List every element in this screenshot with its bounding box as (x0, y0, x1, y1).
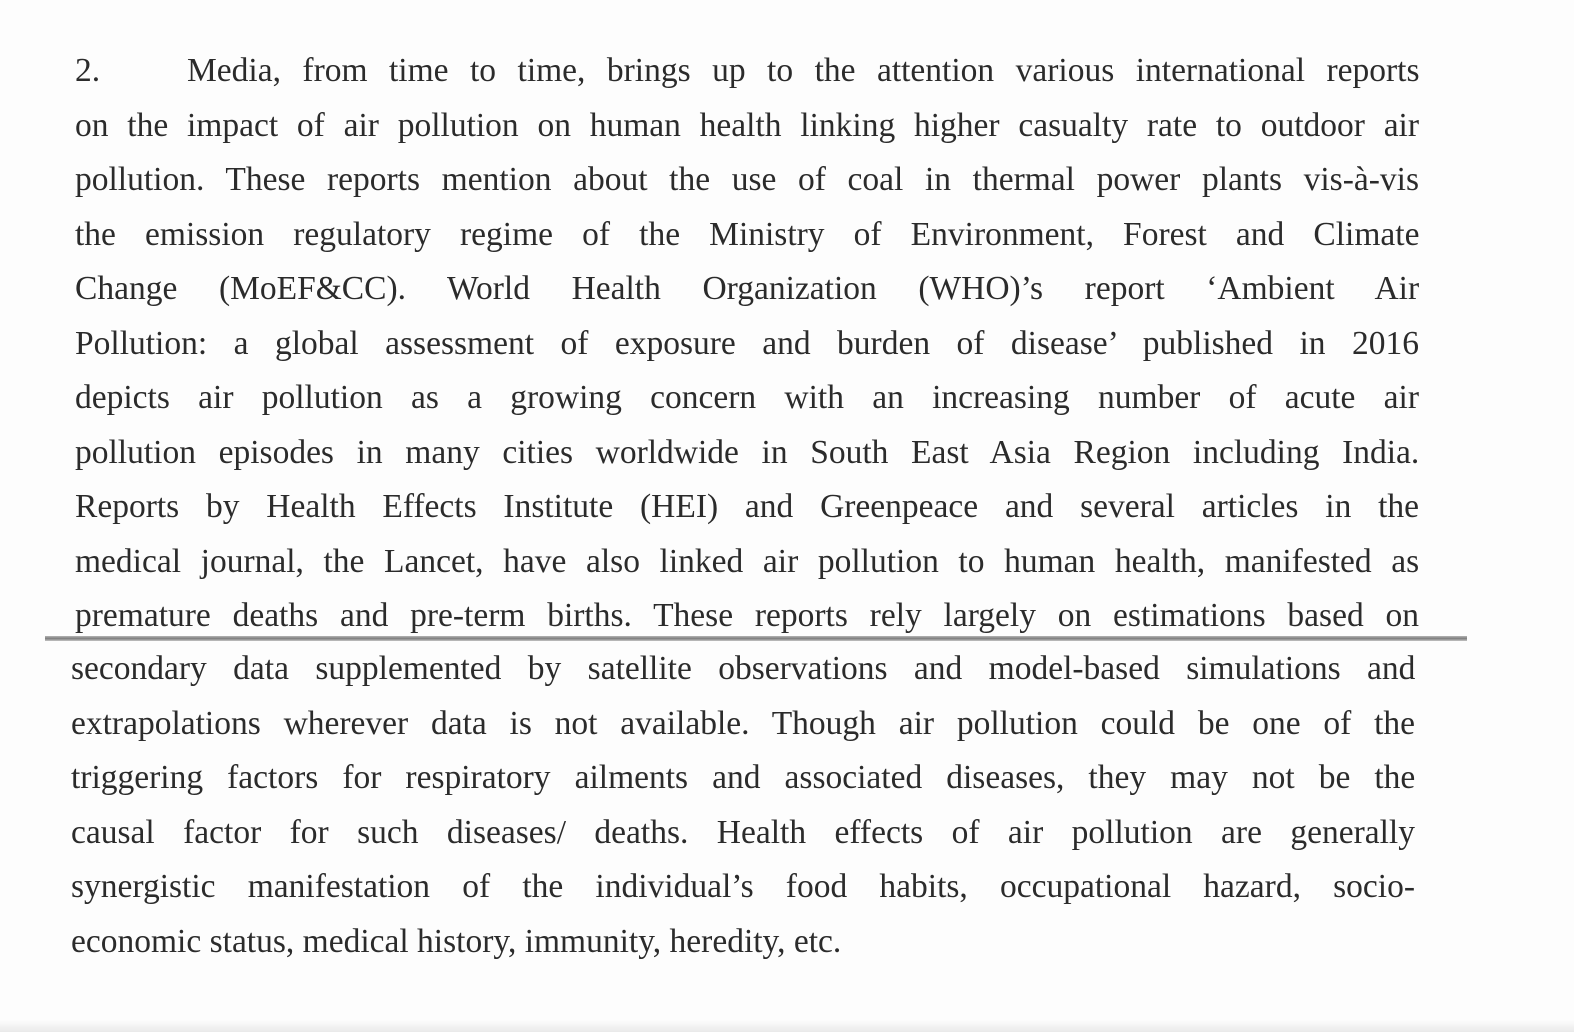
paragraph-upper (75, 44, 1419, 644)
paragraph-line: on the impact of air pollution on human health linking higher casualty rate to outdoor air (75, 106, 1420, 144)
paragraph-lower (71, 642, 1415, 969)
page-bottom-shadow (0, 1020, 1574, 1032)
paragraph-line: secondary data supplemented by satellite observations and model-based simulations and (71, 650, 1416, 687)
paragraph-number: 2. (75, 52, 101, 89)
paragraph-line: Pollution: a global assessment of exposure and burden of disease’ published in 2016 (75, 324, 1420, 362)
scan-fold-line (45, 636, 1467, 641)
paragraph-line: the emission regulatory regime of the Ministry of Environment, Forest and Climate (75, 215, 1420, 253)
paragraph-line: causal factor for such diseases/ deaths. Health effects of air pollution are generally (71, 813, 1415, 851)
paragraph-line: extrapolations wherever data is not available. Though air pollution could be one of the (71, 704, 1415, 742)
paragraph-line: depicts air pollution as a growing concern with an increasing number of acute air (75, 379, 1419, 416)
paragraph-line: premature deaths and pre-term births. These reports rely largely on estimations based on (75, 597, 1420, 634)
paragraph-line: economic status, medical history, immunity, heredity, etc. (71, 922, 842, 960)
paragraph-line-text: Media, from time to time, brings up to the attention various international reports (187, 52, 1420, 89)
paragraph-line (75, 44, 1419, 99)
paragraph-line: Change (MoEF&CC). World Health Organization (WHO)’s report ‘Ambient Air (75, 270, 1420, 307)
paragraph-line: pollution. These reports mention about the use of coal in thermal power plants vis-à-vis (75, 161, 1419, 198)
paragraph-line: synergistic manifestation of the individual’s food habits, occupational hazard, socio- (71, 868, 1415, 905)
paragraph-line: triggering factors for respiratory ailments and associated diseases, they may not be the (71, 759, 1416, 796)
paragraph-line: medical journal, the Lancet, have also linked air pollution to human health, manifested as (75, 542, 1420, 580)
paragraph-line: pollution episodes in many cities worldwide in South East Asia Region including India. (75, 433, 1420, 471)
paragraph-line: Reports by Health Effects Institute (HEI) and Greenpeace and several articles in the (75, 488, 1420, 525)
